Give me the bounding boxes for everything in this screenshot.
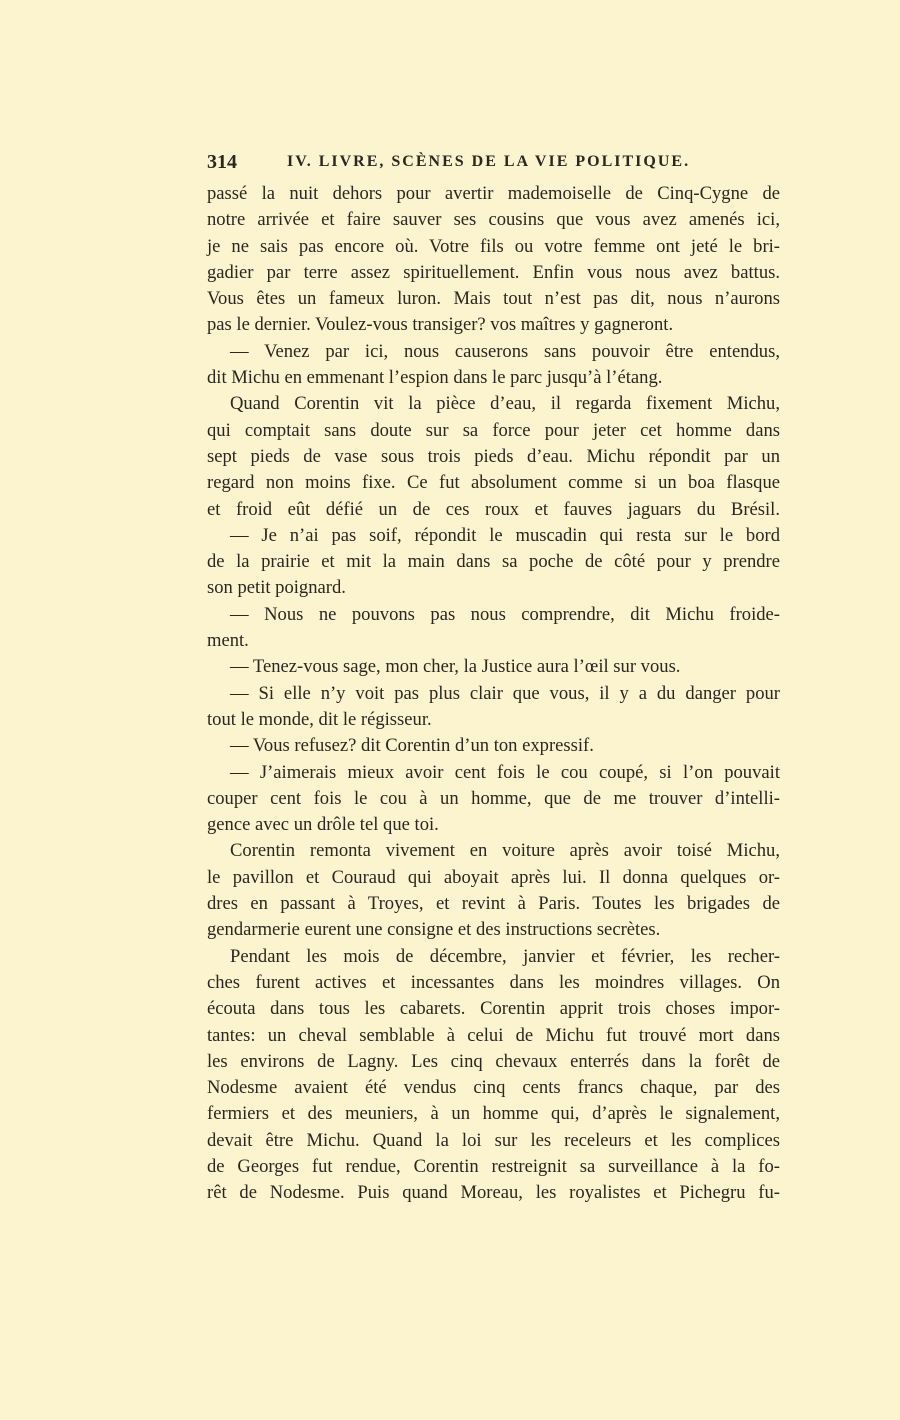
text-line: dres en passant à Troyes, et revint à Paris. Toutes les brigades de: [207, 893, 780, 915]
text-line: dit Michu en emmenant l’espion dans le parc jusqu’à l’étang.: [207, 367, 663, 389]
text-line: sept pieds de vase sous trois pieds d’eau. Michu répondit par un: [207, 445, 780, 467]
text-line: ches furent actives et incessantes dans les moindres villages. On: [207, 971, 780, 993]
text-line: son petit poignard.: [207, 577, 346, 599]
text-line: et froid eût défié un de ces roux et fauves jaguars du Brésil.: [207, 498, 780, 520]
text-line: fermiers et des meuniers, à un homme qui, d’après le signalement,: [207, 1103, 780, 1125]
text-line: devait être Michu. Quand la loi sur les receleurs et les complices: [207, 1129, 780, 1151]
text-line: Quand Corentin vit la pièce d’eau, il regarda fixement Michu,: [230, 393, 780, 415]
text-line: — Venez par ici, nous causerons sans pouvoir être entendus,: [230, 340, 780, 362]
text-line: le pavillon et Couraud qui aboyait après lui. Il donna quelques or-: [207, 866, 780, 888]
body-text: [207, 181, 780, 1207]
text-line: je ne sais pas encore où. Votre fils ou votre femme ont jeté le bri-: [207, 235, 780, 257]
running-header: [207, 151, 780, 179]
text-line: écouta dans tous les cabarets. Corentin apprit trois choses impor-: [207, 998, 780, 1020]
running-title: IV. LIVRE, SCÈNES DE LA VIE POLITIQUE.: [287, 153, 691, 170]
text-line: Pendant les mois de décembre, janvier et février, les recher-: [230, 945, 780, 967]
text-line: qui comptait sans doute sur sa force pour jeter cet homme dans: [207, 419, 780, 441]
text-line: gence avec un drôle tel que toi.: [207, 814, 439, 836]
text-line: Corentin remonta vivement en voiture après avoir toisé Michu,: [230, 840, 780, 862]
text-line: Vous êtes un fameux luron. Mais tout n’est pas dit, nous n’aurons: [207, 288, 780, 310]
text-line: tantes: un cheval semblable à celui de Michu fut trouvé mort dans: [207, 1024, 780, 1046]
text-line: — Nous ne pouvons pas nous comprendre, dit Michu froide-: [230, 603, 780, 625]
text-line: gadier par terre assez spirituellement. Enfin vous nous avez battus.: [207, 261, 780, 283]
text-line: pas le dernier. Voulez-vous transiger? vos maîtres y gagneront.: [207, 314, 674, 336]
text-line: rêt de Nodesme. Puis quand Moreau, les royalistes et Pichegru fu-: [207, 1182, 780, 1204]
text-line: de Georges fut rendue, Corentin restreignit sa surveillance à la fo-: [207, 1155, 780, 1177]
text-line: — Je n’ai pas soif, répondit le muscadin qui resta sur le bord: [230, 524, 780, 546]
text-line: notre arrivée et faire sauver ses cousins que vous avez amenés ici,: [207, 209, 780, 231]
text-line: — Tenez-vous sage, mon cher, la Justice aura l’œil sur vous.: [230, 656, 681, 678]
text-line: tout le monde, dit le régisseur.: [207, 708, 432, 730]
text-line: passé la nuit dehors pour avertir mademoiselle de Cinq-Cygne de: [207, 183, 780, 204]
text-line: de la prairie et mit la main dans sa poche de côté pour y prendre: [207, 551, 780, 573]
text-line: — Vous refusez? dit Corentin d’un ton expressif.: [230, 735, 594, 757]
text-line: ment.: [207, 630, 249, 652]
text-line: couper cent fois le cou à un homme, que de me trouver d’intelli-: [207, 787, 780, 809]
page-number: 314: [207, 151, 237, 173]
text-line: — J’aimerais mieux avoir cent fois le cou coupé, si l’on pouvait: [230, 761, 780, 783]
text-line: regard non moins fixe. Ce fut absolument comme si un boa flasque: [207, 472, 780, 494]
text-line: — Si elle n’y voit pas plus clair que vous, il y a du danger pour: [230, 682, 780, 704]
text-line: les environs de Lagny. Les cinq chevaux enterrés dans la forêt de: [207, 1050, 780, 1072]
text-line: gendarmerie eurent une consigne et des instructions secrètes.: [207, 919, 661, 941]
text-line: Nodesme avaient été vendus cinq cents francs chaque, par des: [207, 1077, 780, 1099]
